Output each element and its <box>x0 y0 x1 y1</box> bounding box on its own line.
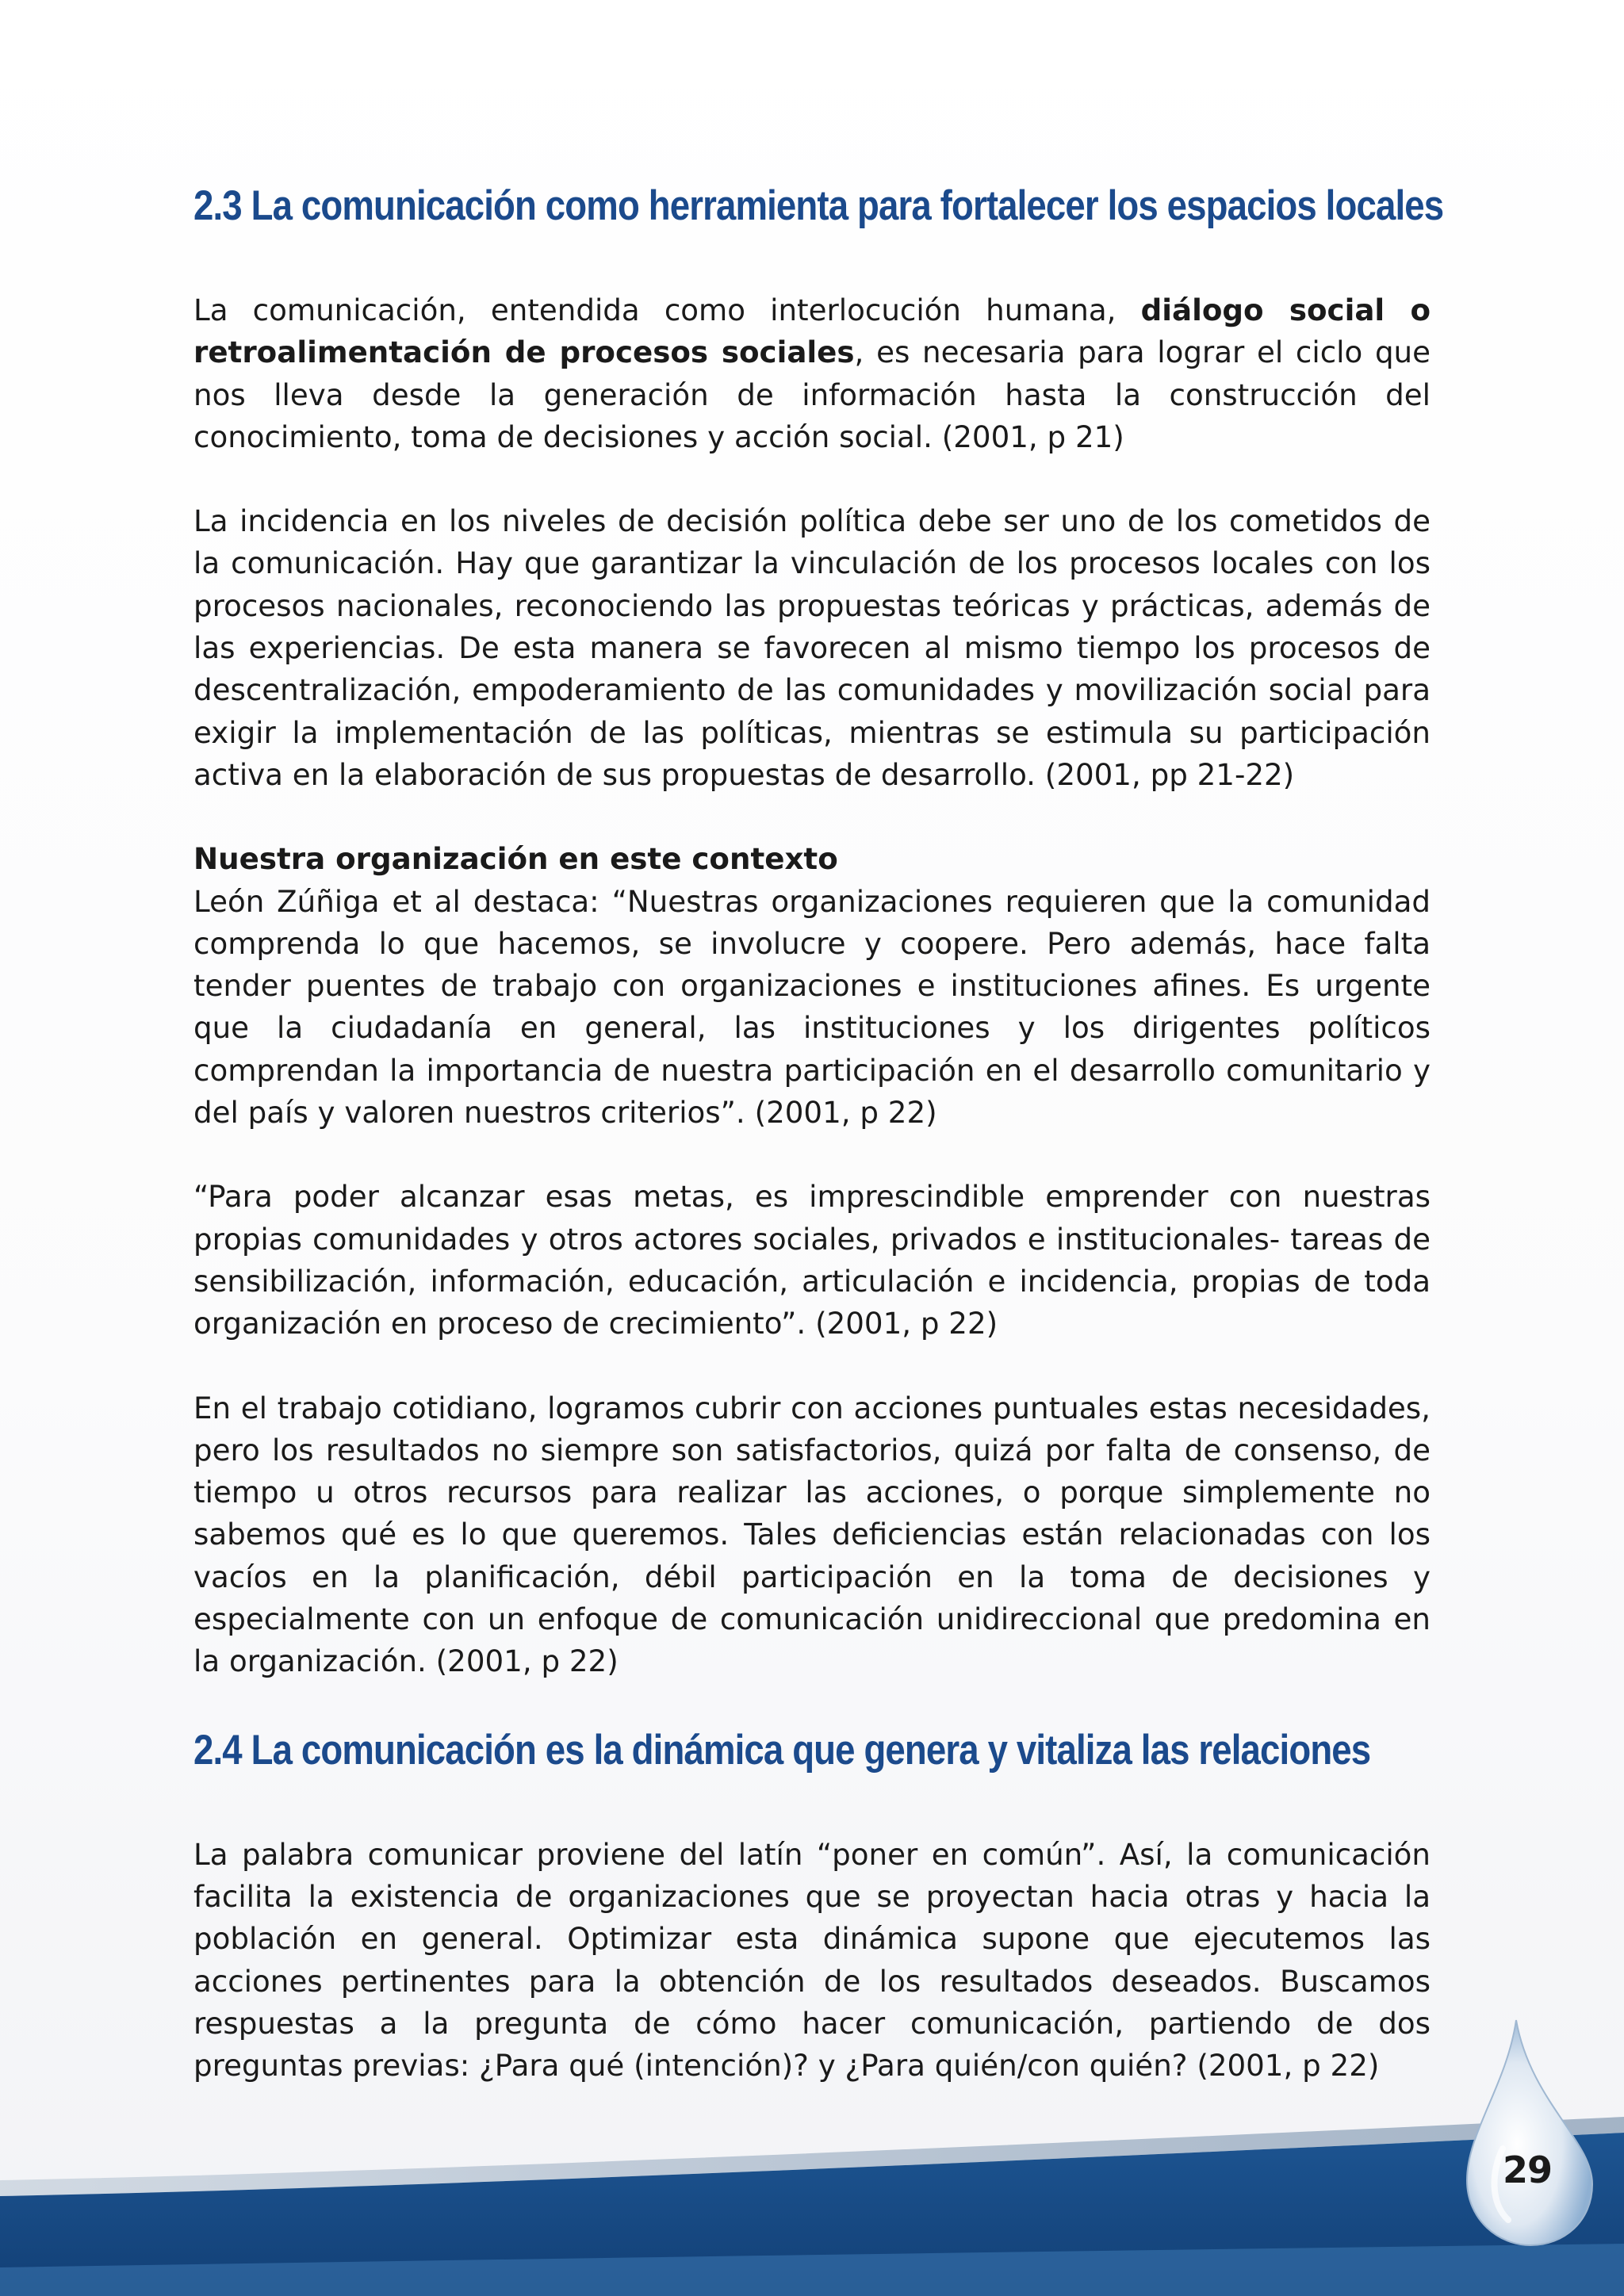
section-heading-2-3: 2.3 La comunicación como herramienta para fortalecer los espacios locales <box>193 182 1444 229</box>
paragraph-2-3-3 <box>193 838 1431 1134</box>
paragraph-text: , es necesaria para lograr el ciclo que nos lleva desde la generación de información hasta la construcción del conocimiento, toma de decisiones y acción social. (2001, p 21) <box>193 335 1431 454</box>
paragraph-text: León Zúñiga et al destaca: “Nuestras organizaciones requieren que la comunidad comprenda lo que hacemos, se involucre y coopere. Pero además, hace falta tender puentes de trabajo con organizaciones e instituciones afines. Es urgente que la ciudadanía en general, las instituciones y los dirigentes políticos comprendan la importancia de nuestra participación en el desarrollo comunitario y del país y valoren nuestros criterios”. (2001, p 22) <box>193 883 1431 1131</box>
paragraph-text: La comunicación, entendida como interlocución humana, <box>193 293 1141 327</box>
page-number: 29 <box>1502 2149 1552 2191</box>
paragraph-2-3-5: En el trabajo cotidiano, logramos cubrir con acciones puntuales estas necesidades, pero los resultados no siempre son satisfactorios, quizá por falta de consenso, de tiempo u otros recursos para realizar las acciones, o porque simplemente no sabemos qué es lo que queremos. Tales deficiencias están relacionadas con los vacíos en la planificación, débil participación en la toma de decisiones y especialmente con un enfoque de comunicación unidireccional que predomina en la organización. (2001, p 22) <box>193 1390 1431 1679</box>
paragraph-2-4-1: La palabra comunicar proviene del latín “poner en común”. Así, la comunicación facilita la existencia de organizaciones que se proyectan hacia otras y hacia la población en general. Optimizar esta dinámica supone que ejecutemos las acciones pertinentes para la obtención de los resultados deseados. Buscamos respuestas a la pregunta de cómo hacer comunicación, partiendo de dos preguntas previas: ¿Para qué (intención)? y ¿Para quién/con quién? (2001, p 22) <box>193 1836 1431 2084</box>
section-heading-2-4: 2.4 La comunicación es la dinámica que genera y vitaliza las relaciones <box>193 1726 1371 1774</box>
paragraph-2-3-1 <box>193 289 1431 458</box>
paragraph-2-3-4: “Para poder alcanzar esas metas, es imprescindible emprender con nuestras propias comunidades y otros actores sociales, privados e institucionales- tareas de sensibilización, información, educación, articulación e incidencia, propias de toda organización en proceso de crecimiento”. (2001, p 22) <box>193 1179 1431 1341</box>
footer-wave <box>0 2061 1624 2296</box>
paragraph-2-3-2: La incidencia en los niveles de decisión política debe ser uno de los cometidos de la comunicación. Hay que garantizar la vinculación de los procesos locales con los procesos nacionales, reconociendo las propuestas teóricas y prácticas, además de las experiencias. De esta manera se favorecen al mismo tiempo los procesos de descentralización, empoderamiento de las comunidades y movilización social para exigir la implementación de las políticas, mientras se estimula su participación activa en la elaboración de sus propuestas de desarrollo. (2001, pp 21-22) <box>193 503 1431 792</box>
page-content <box>193 181 1444 2087</box>
bold-phrase: diálogo social o retroalimentación de procesos sociales <box>193 293 1431 370</box>
water-drop-icon <box>1459 2014 1602 2252</box>
subheading-contexto: Nuestra organización en este contexto <box>193 841 838 877</box>
